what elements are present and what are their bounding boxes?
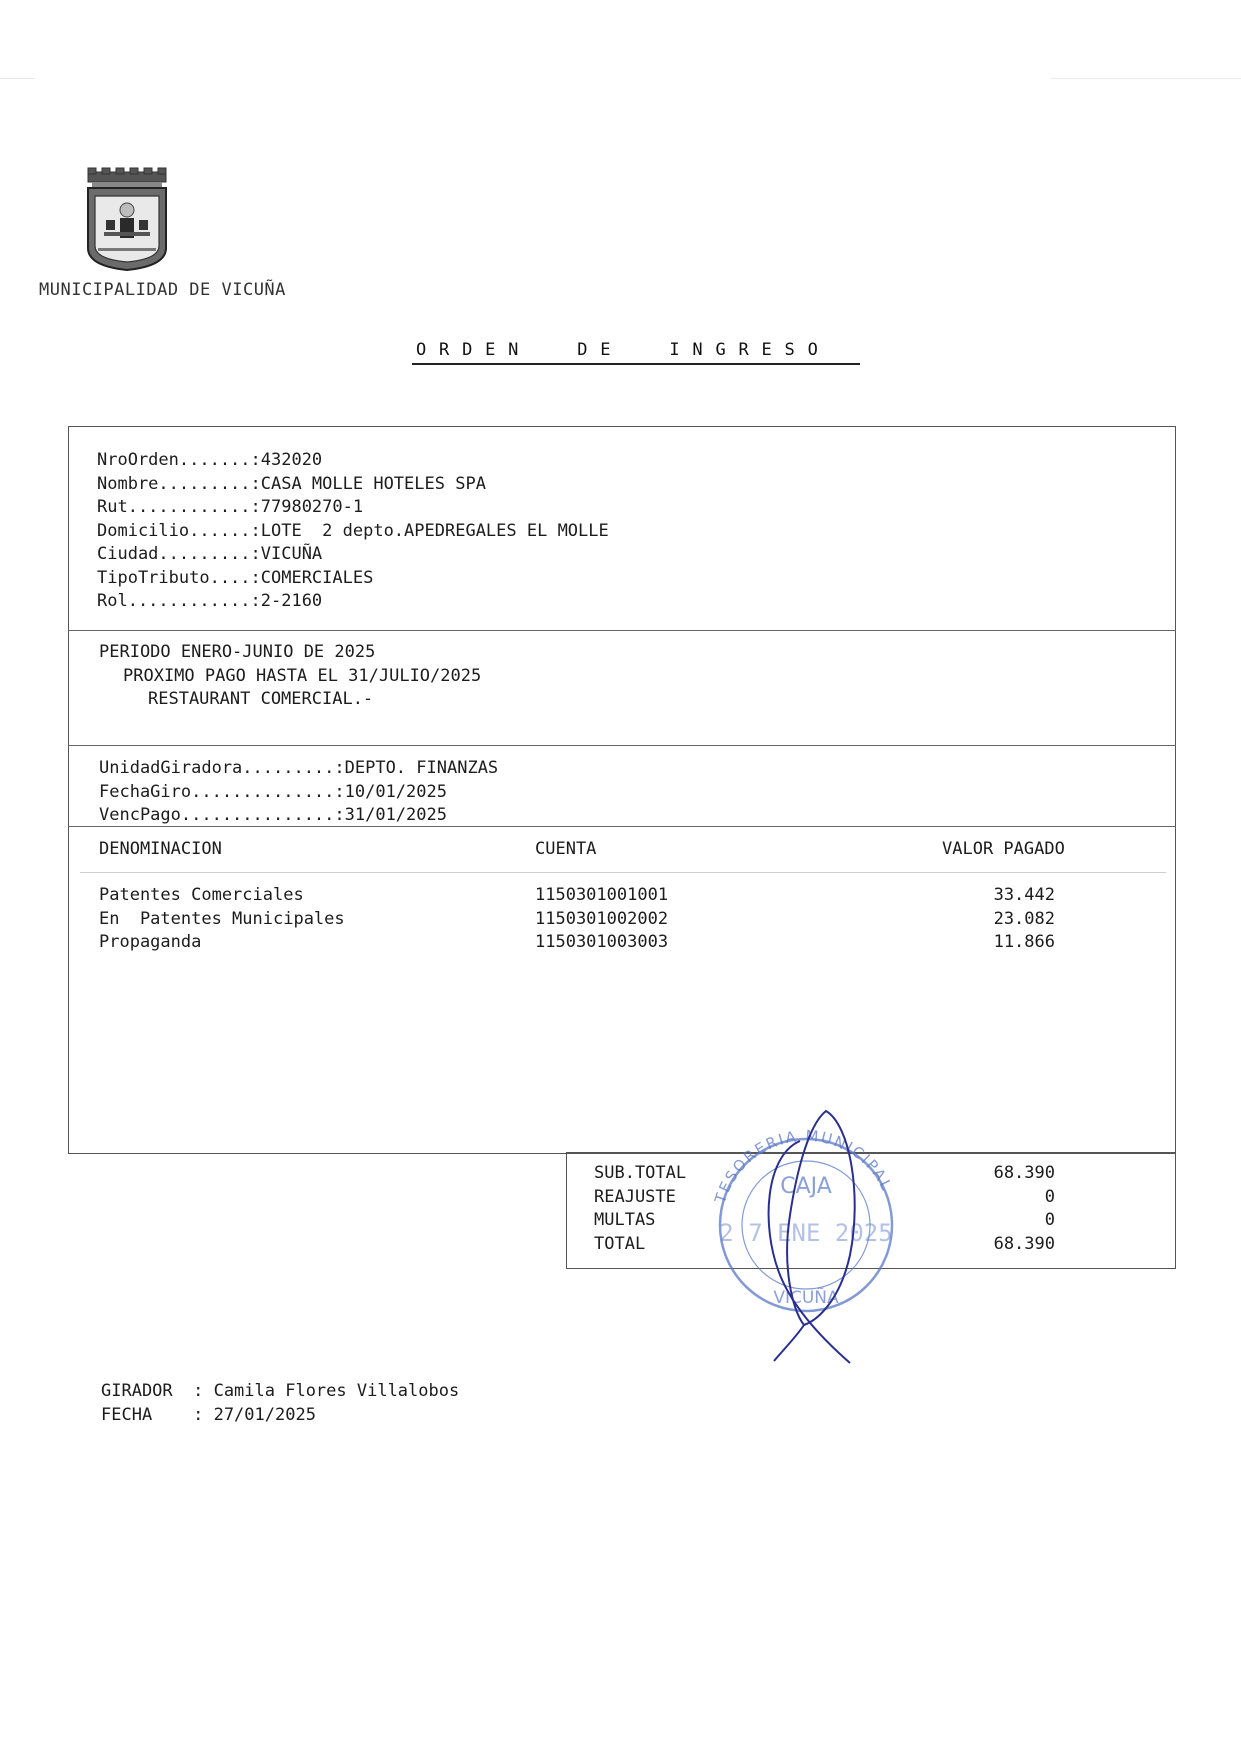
row-cuenta: 1150301002002	[535, 908, 669, 929]
footer-info	[101, 1380, 459, 1427]
row-denominacion: Patentes Comerciales	[99, 885, 304, 905]
table-row	[99, 931, 1059, 955]
taxpayer-info	[97, 449, 609, 614]
taxpayer-rut: Rut............:77980270-1	[97, 497, 364, 517]
municipal-coat-of-arms-logo	[84, 166, 170, 274]
row-valor: 33.442	[993, 885, 1055, 905]
document-title: ORDEN DE INGRESO	[416, 340, 831, 360]
row-valor: 11.866	[993, 932, 1055, 952]
totals-values	[945, 1162, 1055, 1256]
subtotal-label: SUB.TOTAL	[594, 1163, 687, 1183]
row-denominacion: En Patentes Municipales	[99, 908, 345, 929]
fecha-line: FECHA : 27/01/2025	[101, 1404, 316, 1425]
girador-line: GIRADOR : Camila Flores Villalobos	[101, 1381, 460, 1401]
period-line: PERIODO ENERO-JUNIO DE 2025	[99, 642, 376, 662]
reajuste-label: REAJUSTE	[594, 1186, 676, 1207]
title-underline	[412, 363, 860, 365]
issue-date: FechaGiro..............:10/01/2025	[99, 781, 447, 802]
due-date: VencPago...............:31/01/2025	[99, 805, 447, 825]
column-header-cuenta: CUENTA	[535, 839, 597, 859]
table-row	[99, 884, 1059, 908]
row-valor: 23.082	[993, 908, 1055, 929]
header-divider	[80, 872, 1166, 873]
section-divider	[68, 745, 1176, 746]
subtotal-value: 68.390	[993, 1163, 1055, 1183]
row-denominacion: Propaganda	[99, 932, 202, 952]
section-divider	[68, 630, 1176, 631]
table-row	[99, 908, 1059, 932]
row-cuenta: 1150301003003	[535, 932, 669, 952]
stamp-top-text: TESORERIA MUNICIPAL	[711, 1126, 897, 1206]
row-cuenta: 1150301001001	[535, 885, 669, 905]
tax-type: TipoTributo....:COMERCIALES	[97, 567, 374, 588]
taxpayer-address: Domicilio......:LOTE 2 depto.APEDREGALES EL MOLLE	[97, 520, 609, 541]
totals-labels	[594, 1162, 686, 1256]
total-label: TOTAL	[594, 1233, 646, 1254]
stamp-center-text: CAJA	[780, 1174, 832, 1199]
cashier-stamp	[700, 1105, 910, 1365]
rol-number: Rol............:2-2160	[97, 591, 323, 611]
column-header-denominacion: DENOMINACION	[99, 839, 222, 859]
organization-name: MUNICIPALIDAD DE VICUÑA	[39, 280, 286, 300]
taxpayer-city: Ciudad.........:VICUÑA	[97, 544, 323, 564]
activity-line: RESTAURANT COMERCIAL.-	[148, 689, 374, 709]
next-payment-line: PROXIMO PAGO HASTA EL 31/JULIO/2025	[123, 665, 482, 686]
issuance-info	[99, 757, 498, 828]
stamp-date-text: 2 7 ENE 2025	[719, 1219, 893, 1247]
column-header-valor: VALOR PAGADO	[942, 839, 1065, 859]
table-body	[99, 884, 1059, 955]
stamp-bottom-text: VICUÑA	[773, 1288, 839, 1308]
order-number: NroOrden.......:432020	[97, 450, 323, 470]
taxpayer-name: Nombre.........:CASA MOLLE HOTELES SPA	[97, 473, 486, 494]
total-value: 68.390	[993, 1233, 1055, 1254]
issuing-unit: UnidadGiradora.........:DEPTO. FINANZAS	[99, 758, 499, 778]
scan-artifact	[1050, 78, 1241, 79]
period-info	[99, 641, 481, 712]
multas-label: MULTAS	[594, 1210, 656, 1230]
scan-artifact	[0, 78, 34, 79]
multas-value: 0	[1044, 1210, 1055, 1230]
reajuste-value: 0	[1044, 1186, 1055, 1207]
section-divider	[68, 826, 1176, 827]
